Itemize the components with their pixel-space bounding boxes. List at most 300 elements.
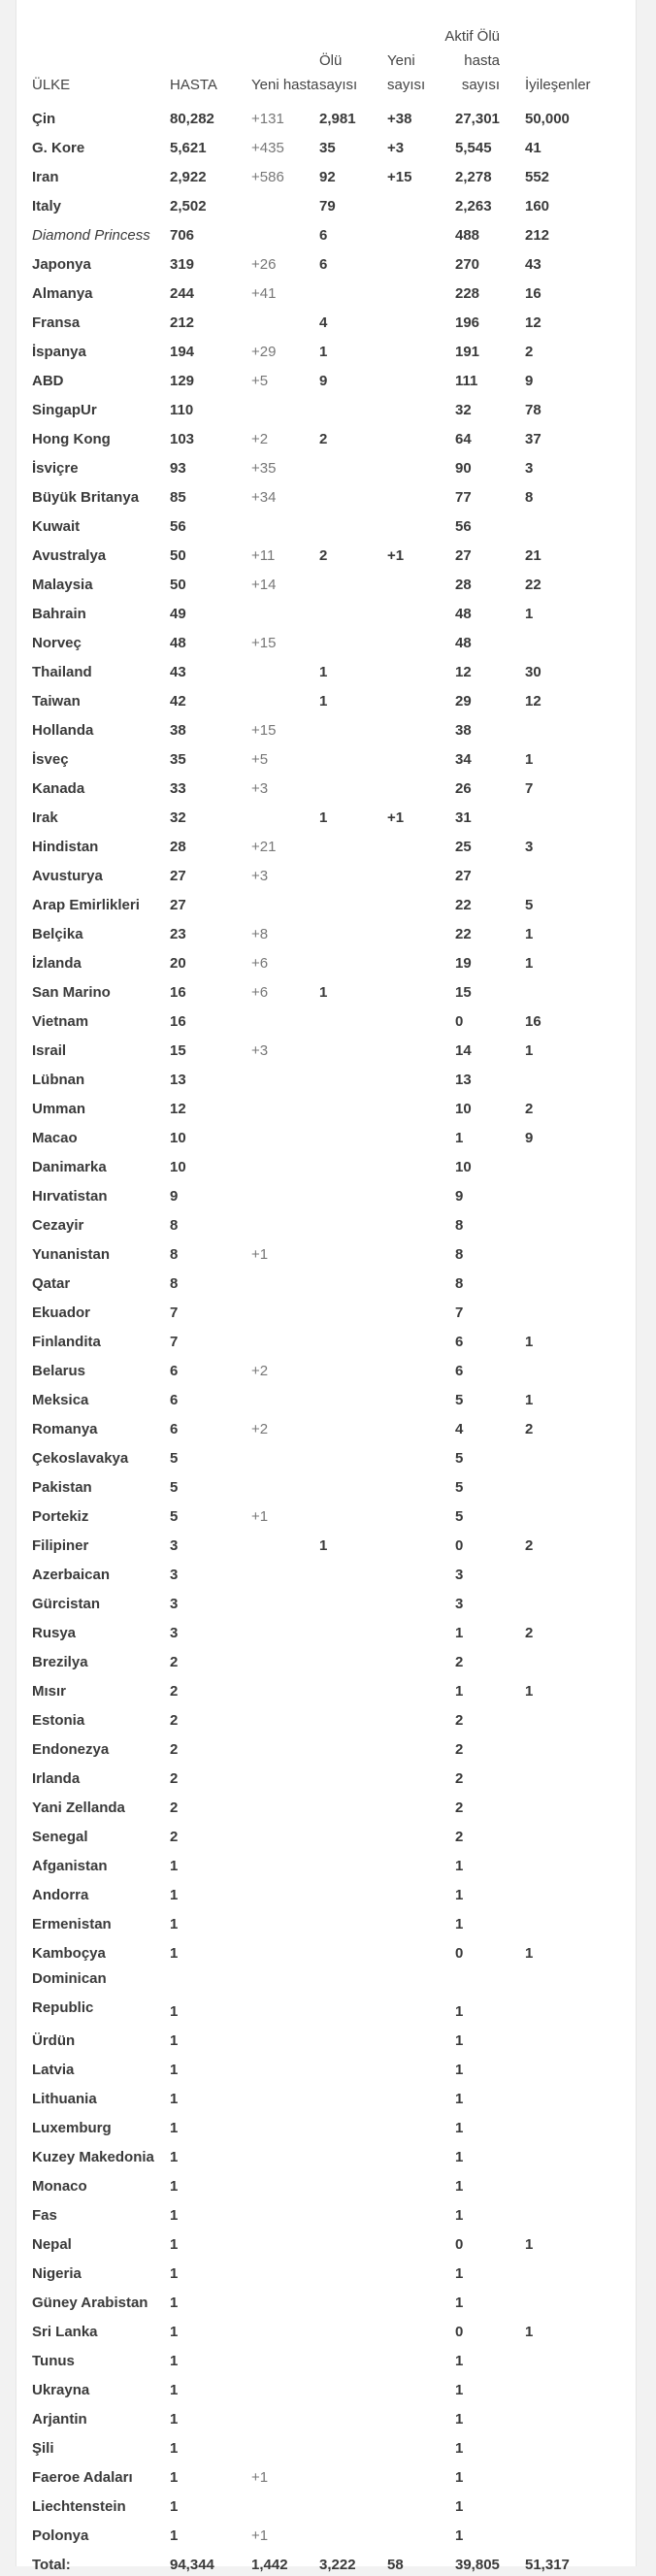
active-cell: 2 xyxy=(455,1770,464,1787)
country-cell: Ekuador xyxy=(32,1305,91,1321)
deaths-cell xyxy=(319,1615,387,1644)
cases-cell: 3 xyxy=(170,1537,179,1554)
cases-cell: 319 xyxy=(170,256,195,273)
cases-cell: 1 xyxy=(170,2003,179,2020)
deaths-cell xyxy=(319,1062,387,1091)
recovered-cell xyxy=(525,1440,612,1470)
cases-cell: 33 xyxy=(170,780,186,797)
recovered-cell: 3 xyxy=(525,839,534,855)
table-row xyxy=(32,858,612,887)
new-cases-cell xyxy=(251,1877,319,1906)
new-deaths-cell xyxy=(387,1149,455,1178)
recovered-cell xyxy=(525,1266,612,1295)
new-cases-cell: +15 xyxy=(251,635,277,651)
country-cell: Taiwan xyxy=(32,693,81,710)
deaths-cell: 1 xyxy=(319,693,328,710)
recovered-cell xyxy=(525,974,612,1004)
table-body xyxy=(32,101,612,2547)
new-cases-cell xyxy=(251,2081,319,2110)
active-cell: 1 xyxy=(455,2091,464,2107)
cases-cell: 244 xyxy=(170,285,195,302)
country-cell: Senegal xyxy=(32,1829,88,1845)
table-row xyxy=(32,1033,612,1062)
col-new-cases-label: Yeni hasta xyxy=(251,77,319,93)
country-cell: Belçika xyxy=(32,926,83,942)
new-deaths-cell xyxy=(387,945,455,974)
total-active: 39,805 xyxy=(455,2557,500,2573)
total-deaths: 3,222 xyxy=(319,2557,356,2573)
col-active-label: Aktif Ölü hasta sayısı xyxy=(444,28,500,93)
new-cases-cell: +1 xyxy=(251,2527,269,2544)
active-cell: 1 xyxy=(455,1625,464,1641)
new-cases-cell: +29 xyxy=(251,344,277,360)
active-cell: 1 xyxy=(455,2295,464,2311)
deaths-cell xyxy=(319,2139,387,2168)
new-deaths-cell xyxy=(387,858,455,887)
table-row xyxy=(32,1237,612,1266)
recovered-cell xyxy=(525,2285,612,2314)
recovered-cell xyxy=(525,1761,612,1790)
table-row xyxy=(32,2227,612,2256)
country-cell: Hırvatistan xyxy=(32,1188,108,1205)
deaths-cell xyxy=(319,567,387,596)
active-cell: 0 xyxy=(455,2324,464,2340)
col-new-deaths-label: Yeni sayısı xyxy=(387,52,426,93)
active-cell: 5 xyxy=(455,1392,464,1408)
table-row xyxy=(32,1702,612,1732)
col-new-cases-header xyxy=(251,14,319,101)
active-cell: 270 xyxy=(455,256,480,273)
country-cell: Hindistan xyxy=(32,839,99,855)
new-deaths-cell xyxy=(387,1644,455,1673)
cases-cell: 212 xyxy=(170,314,195,331)
cases-cell: 1 xyxy=(170,2178,179,2195)
header-row xyxy=(32,14,612,101)
deaths-cell xyxy=(319,1178,387,1207)
cases-cell: 194 xyxy=(170,344,195,360)
new-cases-cell: +41 xyxy=(251,285,277,302)
country-cell: Ukrayna xyxy=(32,2382,90,2398)
cases-cell: 8 xyxy=(170,1275,179,1292)
deaths-cell xyxy=(319,2518,387,2547)
country-cell: Portekiz xyxy=(32,1508,89,1525)
country-cell: Macao xyxy=(32,1130,78,1146)
active-cell: 3 xyxy=(455,1567,464,1583)
recovered-cell: 1 xyxy=(525,1042,534,1059)
cases-cell: 1 xyxy=(170,2440,179,2457)
cases-cell: 12 xyxy=(170,1101,186,1117)
cases-cell: 1 xyxy=(170,2207,179,2224)
deaths-cell xyxy=(319,625,387,654)
deaths-cell xyxy=(319,2460,387,2489)
new-deaths-cell xyxy=(387,392,455,421)
deaths-cell xyxy=(319,1732,387,1761)
cases-cell: 7 xyxy=(170,1334,179,1350)
new-deaths-cell xyxy=(387,2460,455,2489)
new-cases-cell xyxy=(251,1761,319,1790)
new-cases-cell xyxy=(251,2343,319,2372)
cases-cell: 1 xyxy=(170,1916,179,1932)
recovered-cell xyxy=(525,1062,612,1091)
country-cell: Almanya xyxy=(32,285,93,302)
table-row xyxy=(32,1586,612,1615)
active-cell: 2 xyxy=(455,1654,464,1670)
table-row xyxy=(32,2489,612,2518)
cases-cell: 1 xyxy=(170,2295,179,2311)
deaths-cell xyxy=(319,2401,387,2430)
table-row xyxy=(32,1207,612,1237)
new-cases-cell xyxy=(251,1586,319,1615)
recovered-cell xyxy=(525,2460,612,2489)
table-row xyxy=(32,1440,612,1470)
deaths-cell xyxy=(319,392,387,421)
country-cell: İsveç xyxy=(32,751,69,768)
new-cases-cell: +5 xyxy=(251,373,269,389)
cases-cell: 1 xyxy=(170,1887,179,1903)
deaths-cell xyxy=(319,858,387,887)
new-deaths-cell xyxy=(387,1906,455,1935)
country-cell: Şili xyxy=(32,2440,54,2457)
active-cell: 5 xyxy=(455,1479,464,1496)
new-deaths-cell xyxy=(387,1470,455,1499)
active-cell: 13 xyxy=(455,1072,472,1088)
recovered-cell xyxy=(525,1237,612,1266)
deaths-cell xyxy=(319,1004,387,1033)
new-cases-cell xyxy=(251,887,319,916)
cases-cell: 50 xyxy=(170,547,186,564)
active-cell: 5,545 xyxy=(455,140,492,156)
deaths-cell xyxy=(319,1033,387,1062)
new-deaths-cell xyxy=(387,596,455,625)
deaths-cell xyxy=(319,829,387,858)
table-row xyxy=(32,2197,612,2227)
table-row xyxy=(32,1557,612,1586)
new-cases-cell: +15 xyxy=(251,722,277,739)
country-cell: Vietnam xyxy=(32,1013,89,1030)
new-cases-cell: +21 xyxy=(251,839,277,855)
cases-cell: 1 xyxy=(170,2062,179,2078)
active-cell: 22 xyxy=(455,926,472,942)
active-cell: 19 xyxy=(455,955,472,972)
recovered-cell: 1 xyxy=(525,606,534,622)
active-cell: 1 xyxy=(455,2120,464,2136)
new-deaths-cell xyxy=(387,247,455,276)
active-cell: 3 xyxy=(455,1596,464,1612)
deaths-cell xyxy=(319,2227,387,2256)
active-cell: 2,263 xyxy=(455,198,492,215)
table-row xyxy=(32,305,612,334)
country-cell: İsviçre xyxy=(32,460,79,477)
deaths-cell xyxy=(319,1149,387,1178)
new-cases-cell: +586 xyxy=(251,169,284,185)
active-cell: 1 xyxy=(455,1683,464,1700)
active-cell: 1 xyxy=(455,1858,464,1874)
new-deaths-cell xyxy=(387,1965,455,2023)
new-cases-cell xyxy=(251,1062,319,1091)
recovered-cell xyxy=(525,2168,612,2197)
country-cell: Ürdün xyxy=(32,2032,76,2049)
new-deaths-cell: +15 xyxy=(387,169,412,185)
new-cases-cell xyxy=(251,1557,319,1586)
active-cell: 191 xyxy=(455,344,480,360)
recovered-cell: 1 xyxy=(525,2324,534,2340)
deaths-cell xyxy=(319,1819,387,1848)
table-row xyxy=(32,800,612,829)
deaths-cell xyxy=(319,1411,387,1440)
recovered-cell xyxy=(525,712,612,742)
new-cases-cell xyxy=(251,1295,319,1324)
deaths-cell xyxy=(319,450,387,479)
table-row xyxy=(32,1411,612,1440)
country-cell: Rusya xyxy=(32,1625,77,1641)
table-row xyxy=(32,742,612,771)
content-panel xyxy=(16,0,637,2573)
recovered-cell: 3 xyxy=(525,460,534,477)
country-cell: İspanya xyxy=(32,344,86,360)
cases-cell: 2 xyxy=(170,1770,179,1787)
active-cell: 10 xyxy=(455,1101,472,1117)
new-deaths-cell xyxy=(387,2197,455,2227)
table-row xyxy=(32,1499,612,1528)
active-cell: 28 xyxy=(455,577,472,593)
active-cell: 4 xyxy=(455,1421,464,1437)
cases-cell: 5 xyxy=(170,1479,179,1496)
new-deaths-cell xyxy=(387,479,455,509)
recovered-cell xyxy=(525,1965,612,2023)
new-cases-cell: +2 xyxy=(251,1421,269,1437)
active-cell: 15 xyxy=(455,984,472,1001)
recovered-cell xyxy=(525,1877,612,1906)
cases-cell: 1 xyxy=(170,2527,179,2544)
new-deaths-cell xyxy=(387,2343,455,2372)
table-row xyxy=(32,1906,612,1935)
cases-cell: 6 xyxy=(170,1363,179,1379)
new-deaths-cell xyxy=(387,217,455,247)
active-cell: 6 xyxy=(455,1334,464,1350)
recovered-cell xyxy=(525,2110,612,2139)
recovered-cell xyxy=(525,1207,612,1237)
country-cell: Tunus xyxy=(32,2353,75,2369)
deaths-cell xyxy=(319,1499,387,1528)
recovered-cell xyxy=(525,1819,612,1848)
new-deaths-cell xyxy=(387,334,455,363)
new-cases-cell: +5 xyxy=(251,751,269,768)
recovered-cell xyxy=(525,2197,612,2227)
cases-cell: 1 xyxy=(170,2324,179,2340)
new-deaths-cell xyxy=(387,887,455,916)
new-deaths-cell xyxy=(387,421,455,450)
table-row xyxy=(32,509,612,538)
cases-cell: 2 xyxy=(170,1712,179,1729)
recovered-cell xyxy=(525,2023,612,2052)
deaths-cell xyxy=(319,1207,387,1237)
recovered-cell: 1 xyxy=(525,751,534,768)
country-cell: Faeroe Adaları xyxy=(32,2469,133,2486)
recovered-cell: 9 xyxy=(525,373,534,389)
deaths-cell xyxy=(319,2489,387,2518)
new-deaths-cell xyxy=(387,742,455,771)
active-cell: 25 xyxy=(455,839,472,855)
cases-cell: 1 xyxy=(170,2498,179,2515)
recovered-cell xyxy=(525,2430,612,2460)
new-deaths-cell xyxy=(387,1877,455,1906)
deaths-cell xyxy=(319,1091,387,1120)
recovered-cell xyxy=(525,1906,612,1935)
deaths-cell xyxy=(319,742,387,771)
new-cases-cell xyxy=(251,1732,319,1761)
deaths-cell xyxy=(319,1644,387,1673)
recovered-cell xyxy=(525,2343,612,2372)
new-deaths-cell xyxy=(387,1324,455,1353)
new-deaths-cell xyxy=(387,2518,455,2547)
cases-cell: 3 xyxy=(170,1596,179,1612)
table-row xyxy=(32,1149,612,1178)
new-cases-cell xyxy=(251,2430,319,2460)
cases-cell: 1 xyxy=(170,2236,179,2253)
country-cell: Avusturya xyxy=(32,868,103,884)
active-cell: 0 xyxy=(455,1537,464,1554)
country-cell: Yunanistan xyxy=(32,1246,111,1263)
new-cases-cell xyxy=(251,1004,319,1033)
new-cases-cell: +131 xyxy=(251,111,284,127)
country-cell: Meksica xyxy=(32,1392,89,1408)
table-row xyxy=(32,654,612,683)
deaths-cell xyxy=(319,1848,387,1877)
col-recovered-header: İyileşenler xyxy=(525,77,591,93)
cases-cell: 3 xyxy=(170,1567,179,1583)
cases-cell: 2 xyxy=(170,1829,179,1845)
recovered-cell xyxy=(525,2518,612,2547)
table-row xyxy=(32,392,612,421)
table-row xyxy=(32,2285,612,2314)
new-cases-cell xyxy=(251,2168,319,2197)
table-row xyxy=(32,683,612,712)
recovered-cell: 21 xyxy=(525,547,541,564)
recovered-cell xyxy=(525,1178,612,1207)
recovered-cell: 5 xyxy=(525,897,534,913)
new-cases-cell xyxy=(251,1382,319,1411)
deaths-cell xyxy=(319,2168,387,2197)
table-row xyxy=(32,1178,612,1207)
table-row xyxy=(32,2372,612,2401)
deaths-cell xyxy=(319,1702,387,1732)
country-cell: Belarus xyxy=(32,1363,86,1379)
recovered-cell xyxy=(525,1732,612,1761)
active-cell: 488 xyxy=(455,227,480,244)
table-row xyxy=(32,1790,612,1819)
recovered-cell: 1 xyxy=(525,1392,534,1408)
table-row xyxy=(32,450,612,479)
active-cell: 2,278 xyxy=(455,169,492,185)
deaths-cell xyxy=(319,509,387,538)
recovered-cell: 1 xyxy=(525,955,534,972)
country-cell: Fransa xyxy=(32,314,81,331)
table-row xyxy=(32,1382,612,1411)
new-deaths-cell xyxy=(387,1557,455,1586)
table-row xyxy=(32,1819,612,1848)
active-cell: 2 xyxy=(455,1829,464,1845)
active-cell: 64 xyxy=(455,431,472,447)
active-cell: 56 xyxy=(455,518,472,535)
recovered-cell xyxy=(525,2489,612,2518)
cases-cell: 1 xyxy=(170,2353,179,2369)
new-deaths-cell xyxy=(387,2023,455,2052)
new-cases-cell xyxy=(251,2372,319,2401)
new-deaths-cell xyxy=(387,1237,455,1266)
country-cell: Israil xyxy=(32,1042,67,1059)
country-cell: Malaysia xyxy=(32,577,93,593)
active-cell: 22 xyxy=(455,897,472,913)
active-cell: 1 xyxy=(455,1916,464,1932)
country-cell: Liechtenstein xyxy=(32,2498,126,2515)
active-cell: 27,301 xyxy=(455,111,500,127)
new-deaths-cell xyxy=(387,1295,455,1324)
country-cell: Endonezya xyxy=(32,1741,110,1758)
deaths-cell: 2 xyxy=(319,547,328,564)
new-deaths-cell xyxy=(387,1207,455,1237)
deaths-cell xyxy=(319,2052,387,2081)
total-new-deaths: 58 xyxy=(387,2557,404,2573)
new-cases-cell xyxy=(251,2401,319,2430)
active-cell: 48 xyxy=(455,606,472,622)
deaths-cell xyxy=(319,2285,387,2314)
cases-cell: 2,922 xyxy=(170,169,207,185)
active-cell: 14 xyxy=(455,1042,472,1059)
new-cases-cell xyxy=(251,1702,319,1732)
table-row xyxy=(32,1091,612,1120)
deaths-cell xyxy=(319,2372,387,2401)
active-cell: 5 xyxy=(455,1508,464,1525)
new-cases-cell xyxy=(251,1207,319,1237)
deaths-cell xyxy=(319,596,387,625)
deaths-cell xyxy=(319,1324,387,1353)
new-cases-cell: +3 xyxy=(251,1042,269,1059)
country-cell: Japonya xyxy=(32,256,91,273)
active-cell: 1 xyxy=(455,2382,464,2398)
active-cell: 1 xyxy=(455,2498,464,2515)
recovered-cell: 1 xyxy=(525,1334,534,1350)
country-cell: Qatar xyxy=(32,1275,71,1292)
new-deaths-cell xyxy=(387,2401,455,2430)
cases-cell: 80,282 xyxy=(170,111,214,127)
active-cell: 196 xyxy=(455,314,480,331)
new-cases-cell xyxy=(251,1848,319,1877)
recovered-cell xyxy=(525,2256,612,2285)
table-row xyxy=(32,1062,612,1091)
deaths-cell xyxy=(319,1965,387,2023)
country-cell: Yani Zellanda xyxy=(32,1800,125,1816)
cases-cell: 103 xyxy=(170,431,195,447)
country-cell: Umman xyxy=(32,1101,86,1117)
new-deaths-cell xyxy=(387,1004,455,1033)
recovered-cell xyxy=(525,2401,612,2430)
deaths-cell xyxy=(319,2314,387,2343)
country-cell: Büyük Britanya xyxy=(32,489,140,506)
active-cell: 6 xyxy=(455,1363,464,1379)
recovered-cell: 41 xyxy=(525,140,541,156)
deaths-cell: 1 xyxy=(319,984,328,1001)
country-cell: Azerbaican xyxy=(32,1567,111,1583)
active-cell: 1 xyxy=(455,2003,464,2020)
country-cell: Andorra xyxy=(32,1887,89,1903)
new-cases-cell: +34 xyxy=(251,489,277,506)
deaths-cell: 92 xyxy=(319,169,336,185)
country-cell: Latvia xyxy=(32,2062,75,2078)
cases-cell: 5,621 xyxy=(170,140,207,156)
table-row xyxy=(32,916,612,945)
active-cell: 10 xyxy=(455,1159,472,1175)
cases-cell: 1 xyxy=(170,2032,179,2049)
